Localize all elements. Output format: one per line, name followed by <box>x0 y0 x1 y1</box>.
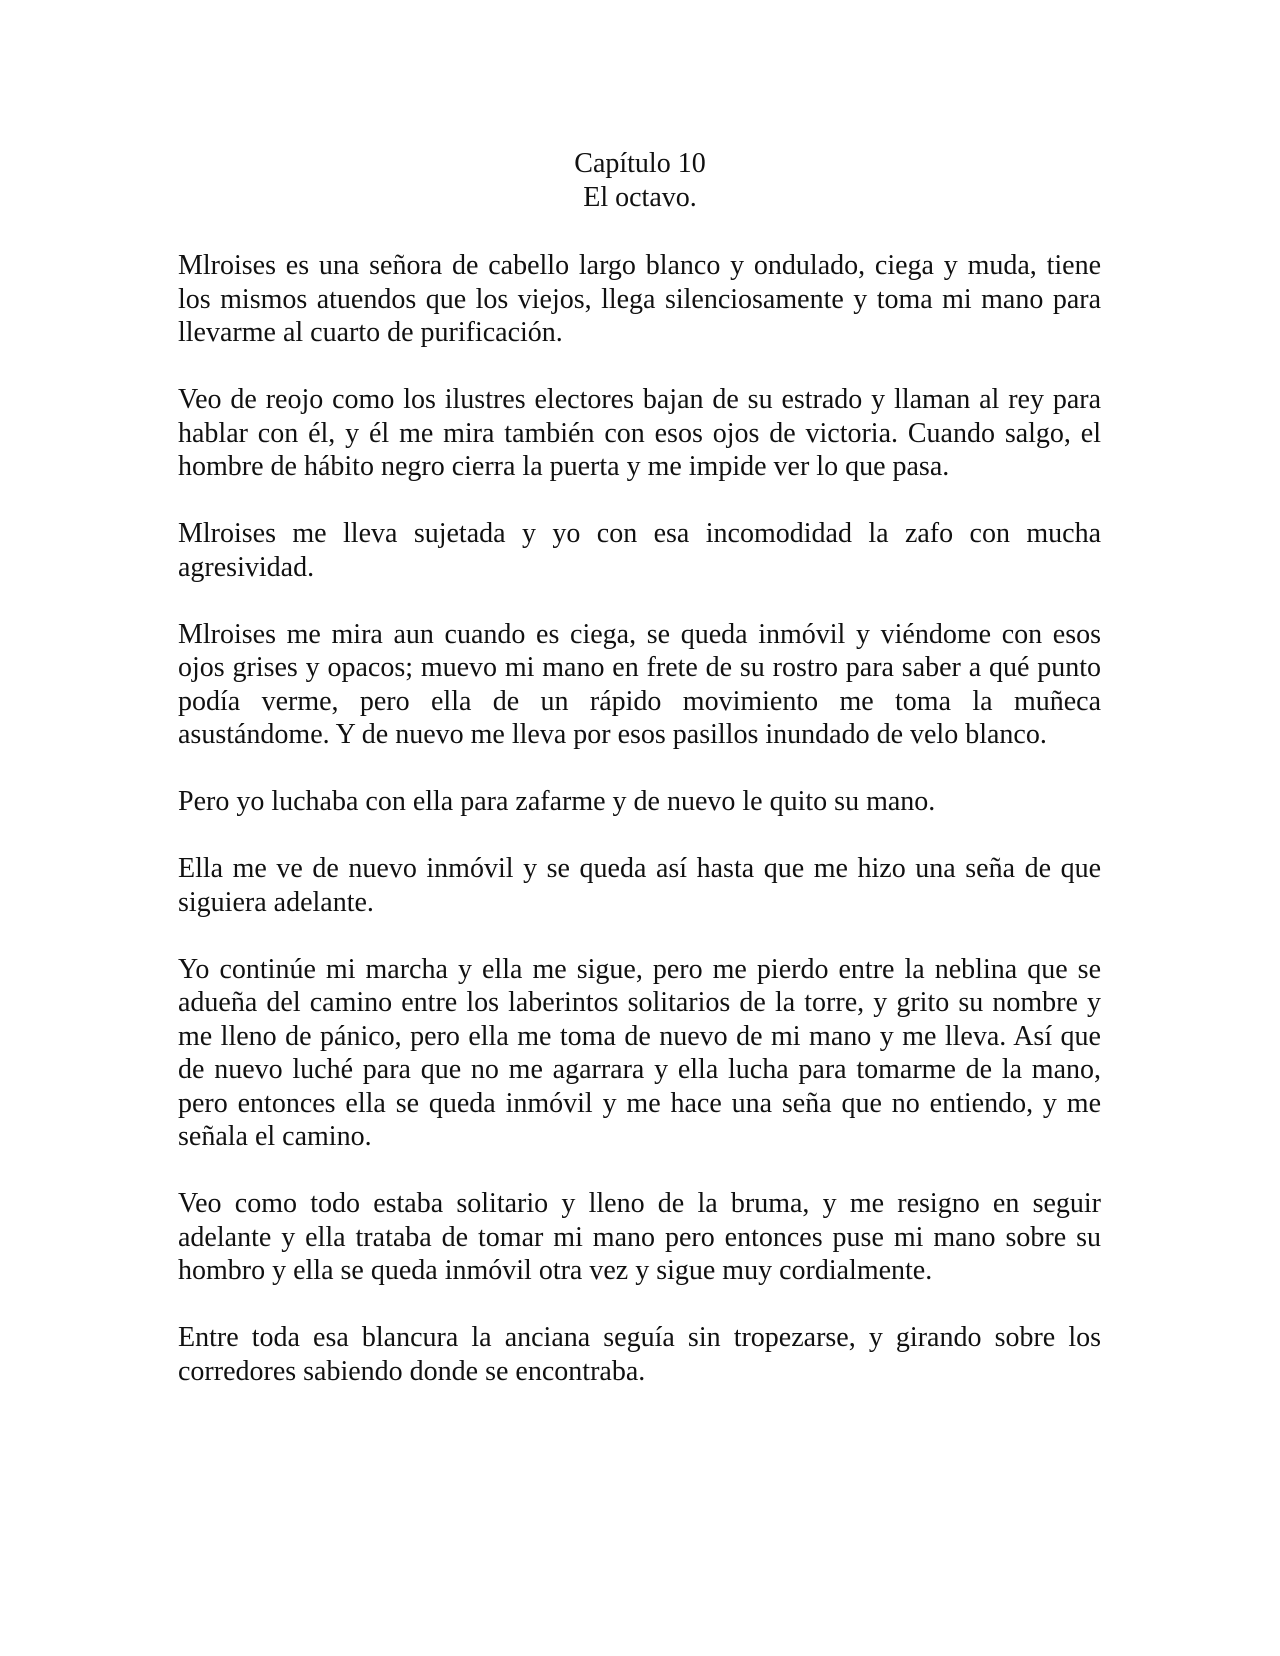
paragraph: Veo como todo estaba solitario y lleno de la bruma, y me resigno en seguir adelante y ella trataba de tomar mi mano pero entonces puse mi mano sobre su hombro y ella se queda inmóvil otra vez y sigue muy cordialmente. <box>178 1188 1101 1286</box>
paragraph: Veo de reojo como los ilustres electores bajan de su estrado y llaman al rey para hablar con él, y él me mira también con esos ojos de victoria. Cuando salgo, el hombre de hábito negro cierra la puerta y me impide ver lo que pasa. <box>178 384 1101 482</box>
paragraph: Entre toda esa blancura la anciana seguía sin tropezarse, y girando sobre los corredores sabiendo donde se encontraba. <box>178 1322 1101 1387</box>
paragraph: Pero yo luchaba con ella para zafarme y de nuevo le quito su mano. <box>178 786 936 817</box>
chapter-title: El octavo. <box>583 182 697 213</box>
paragraph: Yo continúe mi marcha y ella me sigue, pero me pierdo entre la neblina que se adueña del camino entre los laberintos solitarios de la torre, y grito su nombre y me lleno de pánico, pero ella me toma de nuevo de mi mano y me lleva. Así que de nuevo luché para que no me agarrara y ella lucha para tomarme de la mano, pero entonces ella se queda inmóvil y me hace una seña que no entiendo, y me señala el camino. <box>178 953 1101 1152</box>
paragraph: Mlroises me mira aun cuando es ciega, se queda inmóvil y viéndome con esos ojos grises y opacos; muevo mi mano en frete de su rostro para saber a qué punto podía verme, pero ella de un rápido movimiento me toma la muñeca asustándome. Y de nuevo me lleva por esos pasillos inundado de velo blanco. <box>178 618 1101 750</box>
paragraph: Ella me ve de nuevo inmóvil y se queda así hasta que me hizo una seña de que siguiera adelante. <box>178 853 1101 918</box>
paragraph: Mlroises es una señora de cabello largo blanco y ondulado, ciega y muda, tiene los mismos atuendos que los viejos, llega silenciosamente y toma mi mano para llevarme al cuarto de purificación. <box>178 250 1101 348</box>
chapter-body <box>178 249 1101 1388</box>
paragraph: Mlroises me lleva sujetada y yo con esa incomodidad la zafo con mucha agresividad. <box>178 518 1101 583</box>
chapter-number: Capítulo 10 <box>574 148 706 179</box>
chapter-heading <box>0 147 1280 215</box>
